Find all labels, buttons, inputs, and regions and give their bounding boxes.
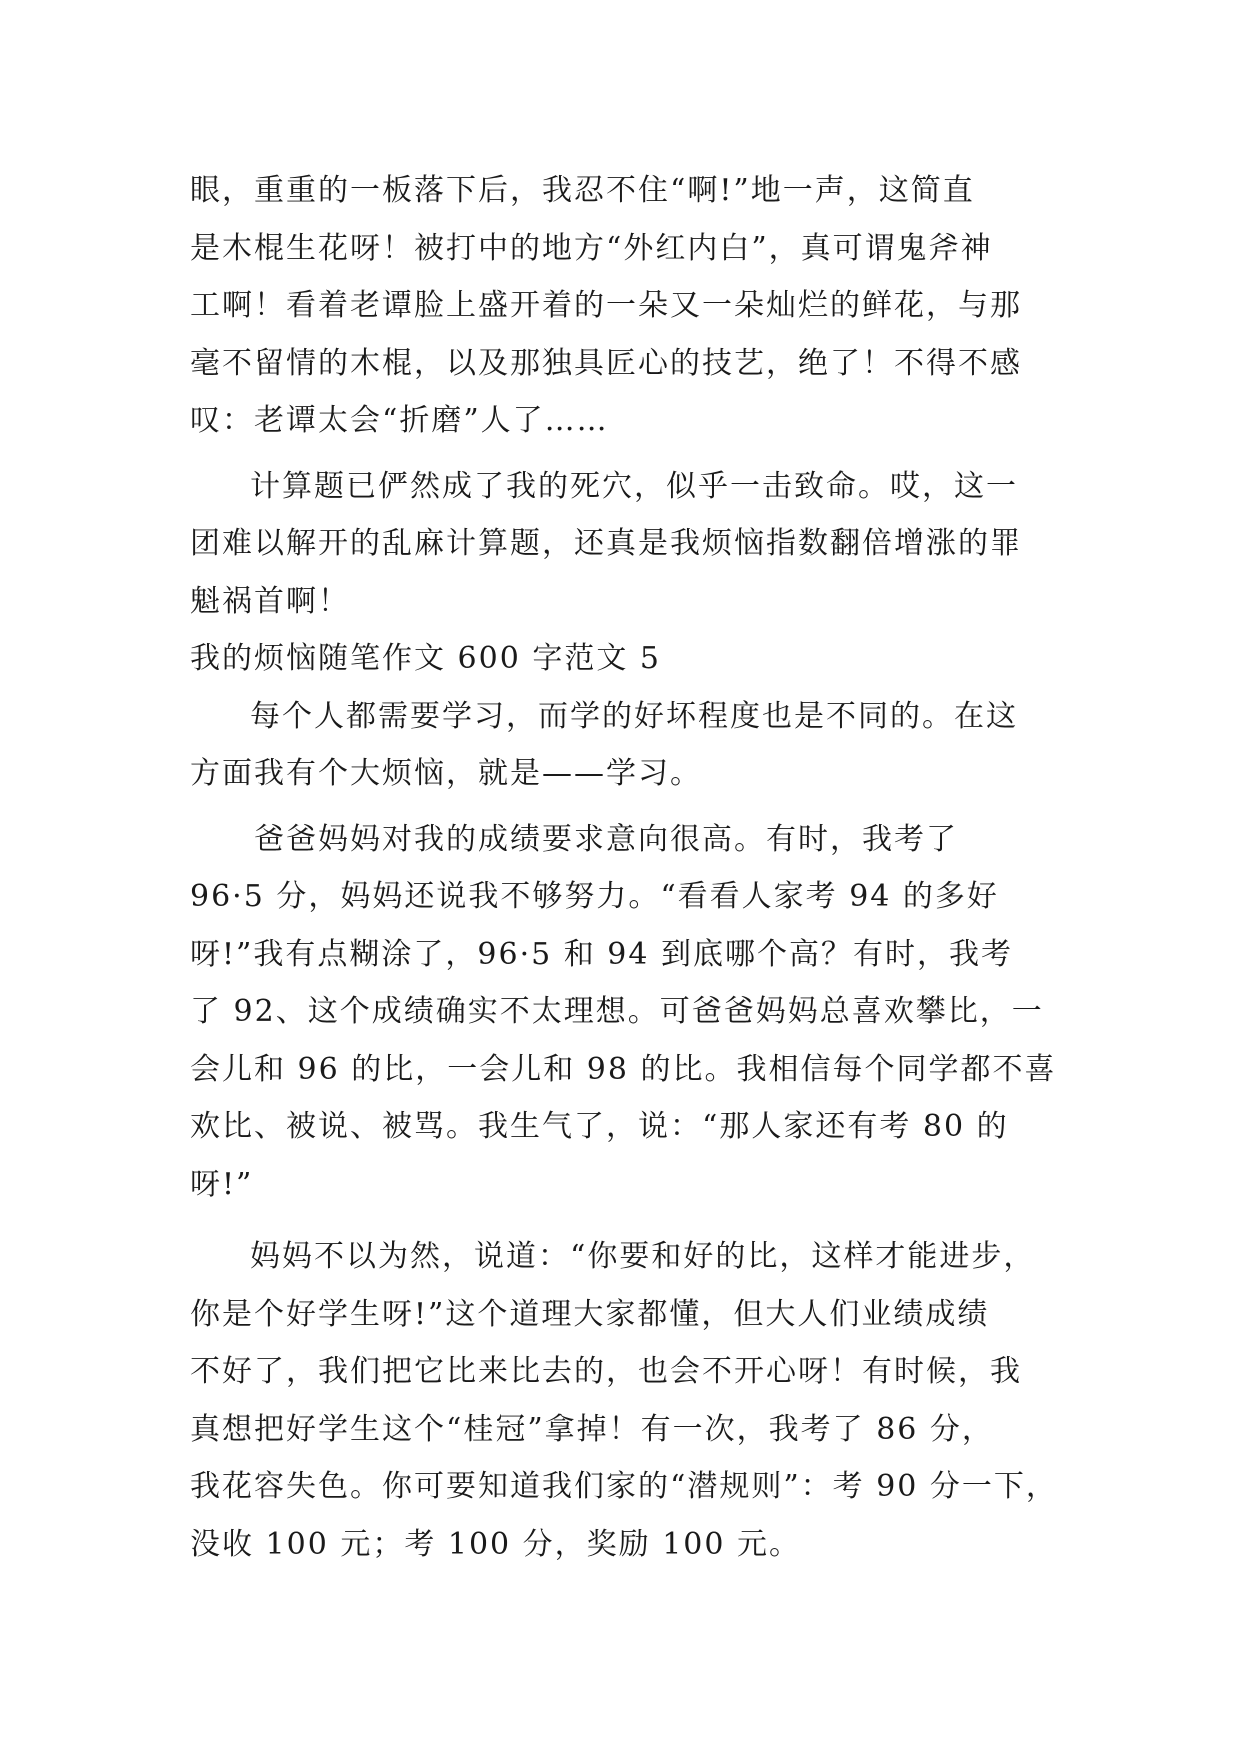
text-line: 团难以解开的乱麻计算题，还真是我烦恼指数翻倍增涨的罪 — [190, 526, 1022, 561]
text-line: 不好了，我们把它比来比去的，也会不开心呀！有时候，我 — [190, 1354, 1022, 1389]
text-line: 眼，重重的一板落下后，我忍不住“啊!”地一声，这简直 — [190, 173, 975, 208]
text-line: 没收 100 元；考 100 分，奖励 100 元。 — [190, 1526, 801, 1562]
paragraph — [190, 162, 1050, 450]
document-body — [190, 162, 1058, 1573]
text-line: 计算题已俨然成了我的死穴，似乎一击致命。哎，这一 — [250, 468, 1018, 504]
text-line: 了 92、这个成绩确实不太理想。可爸爸妈妈总喜欢攀比，一 — [190, 994, 1044, 1029]
text-line: 会儿和 96 的比，一会儿和 98 的比。我相信每个同学都不喜 — [190, 1051, 1057, 1087]
text-line: 叹：老谭太会“折磨”人了…… — [190, 403, 609, 438]
section-heading — [190, 630, 1050, 688]
text-line: 毫不留情的木棍，以及那独具匠心的技艺，绝了！不得不感 — [190, 345, 1022, 381]
text-line: 方面我有个大烦恼，就是——学习。 — [190, 756, 702, 791]
text-line: 96·5 分，妈妈还说我不够努力。“看看人家考 94 的多好 — [190, 879, 999, 914]
text-line: 爸爸妈妈对我的成绩要求意向很高。有时，我考了 — [254, 821, 958, 857]
text-line: 呀!”我有点糊涂了，96·5 和 94 到底哪个高？有时，我考 — [190, 936, 1013, 972]
text-line: 工啊！看着老谭脸上盛开着的一朵又一朵灿烂的鲜花，与那 — [190, 288, 1022, 323]
text-line: 你是个好学生呀!”这个道理大家都懂，但大人们业绩成绩 — [190, 1296, 990, 1332]
text-line: 妈妈不以为然，说道：“你要和好的比，这样才能进步， — [250, 1239, 1036, 1274]
heading-text: 我的烦恼随笔作文 600 字范文 5 — [190, 641, 661, 676]
text-line: 是木棍生花呀！被打中的地方“外红内白”，真可谓鬼斧神 — [190, 230, 993, 266]
paragraph — [190, 1228, 1058, 1573]
paragraph — [190, 688, 1050, 803]
text-line: 每个人都需要学习，而学的好坏程度也是不同的。在这 — [250, 698, 1018, 734]
paragraph — [190, 811, 1057, 1214]
text-line: 我花容失色。你可要知道我们家的“潜规则”：考 90 分一下， — [190, 1469, 1058, 1504]
text-line: 魁祸首啊！ — [190, 583, 350, 619]
text-line: 欢比、被说、被骂。我生气了，说：“那人家还有考 80 的 — [190, 1109, 1009, 1144]
text-line: 呀!” — [190, 1166, 254, 1202]
paragraph — [190, 458, 1050, 631]
text-line: 真想把好学生这个“桂冠”拿掉！有一次，我考了 86 分， — [190, 1411, 994, 1447]
